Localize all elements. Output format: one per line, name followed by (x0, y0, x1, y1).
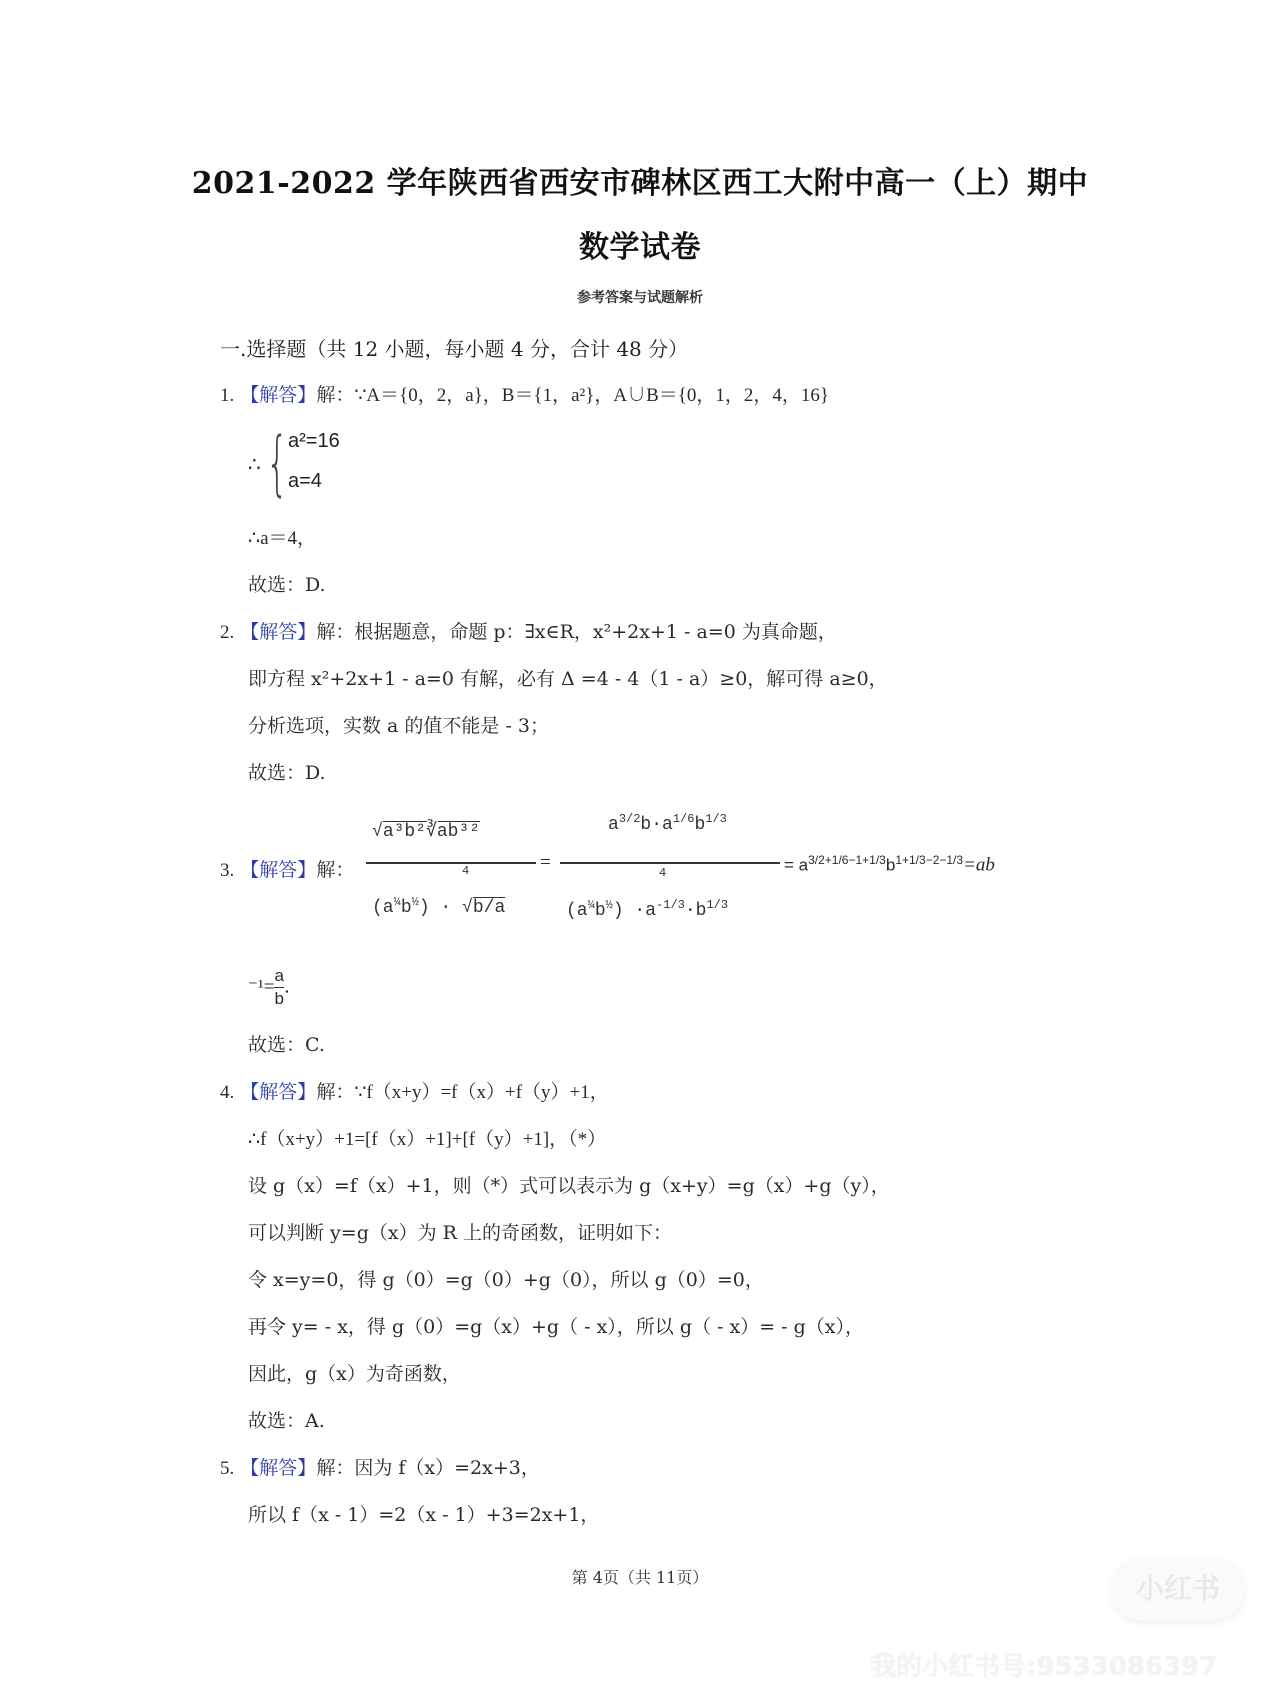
page-subtitle: 参考答案与试题解析 (577, 290, 703, 306)
q2-line-2: 即方程 x²+2x+1 - a=0 有解，必有 Δ =4 - 4（1 - a）≥0，解可得 a≥0， (248, 668, 888, 690)
q2-choice: 故选：D. (248, 762, 326, 784)
answer-tag: 【解答】 (240, 859, 317, 881)
question-number: 3. (220, 860, 235, 881)
q3-header (220, 855, 354, 882)
solve-prefix: 解： (316, 384, 355, 406)
q1-header (220, 380, 829, 407)
q1-line-1: ∵A＝{0，2，a}，B＝{1，a²}，A∪B＝{0，1，2，4，16} (354, 385, 829, 406)
therefore-symbol: ∴ (248, 452, 261, 476)
q2-line-1: 根据题意，命题 p：∃x∈R，x²+2x+1 - a=0 为真命题， (354, 621, 837, 643)
page-indicator: 第 4页（共 11页） (571, 1568, 709, 1587)
q4-line-5: 令 x=y=0，得 g（0）=g（0）+g（0），所以 g（0）=0， (248, 1269, 764, 1291)
answer-tag: 【解答】 (240, 1081, 317, 1103)
q1-choice: 故选：D. (248, 574, 326, 596)
q3-choice: 故选：C. (248, 1034, 325, 1056)
fraction-denominator: $(a^{\frac{1}{4}}b^{\frac{1}{2}}) \cdot √b/a$ (372, 895, 506, 918)
q2-header (220, 617, 837, 644)
fraction-bar (366, 862, 536, 864)
question-number: 2. (220, 622, 235, 643)
xiaohongshu-logo-watermark: 小红书 (1112, 1558, 1244, 1620)
page-title-line1: 2021-2022 学年陕西省西安市碑林区西工大附中高一（上）期中 (191, 166, 1089, 201)
solve-prefix: 解： (316, 1457, 355, 1479)
answer-tag: 【解答】 (240, 384, 317, 406)
q4-line-6: 再令 y= - x，得 g（0）=g（x）+g（ - x），所以 g（ - x）= - g（x）， (248, 1316, 865, 1338)
section-heading: 一.选择题（共 12 小题，每小题 4 分，合计 48 分） (220, 337, 689, 361)
q1-line-result: ∴a＝4， (248, 528, 317, 549)
exponent: 4 (659, 866, 667, 880)
solve-prefix: 解： (316, 1081, 355, 1103)
q4-choice: 故选：A. (248, 1410, 325, 1432)
equals-sign: = (540, 852, 551, 873)
q2-line-3: 分析选项，实数 a 的值不能是 - 3； (248, 715, 549, 737)
solve-prefix: 解： (316, 859, 355, 881)
question-number: 1. (220, 385, 235, 406)
q4-line-7: 因此，g（x）为奇函数， (248, 1363, 461, 1385)
exponent: 4 (462, 864, 470, 878)
left-brace: { (266, 422, 289, 504)
q3-exponent-result: = $a^{3/2+1/6-1+1/3}b^{1+1/3-2-1/3}=ab$ (784, 853, 995, 876)
answer-tag: 【解答】 (240, 621, 317, 643)
q3-line-result: ⁻¹= $\frac{a}{b}$ . (248, 966, 290, 1008)
fraction-denominator: $(a^{\frac{1}{4}}b^{\frac{1}{2}}) \cdot a^{-1/3}\cdot b^{1/3}$ (566, 898, 729, 921)
fraction-numerator: $a^{3/2}b\cdot a^{1/6}b^{1/3}$ (608, 812, 727, 835)
fraction-bar (560, 862, 780, 864)
q1-equation-1: a²=16 (288, 430, 340, 452)
q1-equation-2: a=4 (288, 470, 322, 492)
solve-prefix: 解： (316, 621, 355, 643)
q5-header (220, 1453, 540, 1480)
q4-header (220, 1077, 609, 1104)
question-number: 4. (220, 1082, 235, 1103)
question-number: 5. (220, 1458, 235, 1479)
q4-line-1: ∵f（x+y）=f（x）+f（y）+1， (354, 1082, 609, 1103)
account-id-watermark: 我的小红书号:9533086397 (870, 1652, 1218, 1682)
answer-tag: 【解答】 (240, 1457, 317, 1479)
q5-line-2: 所以 f（x - 1）=2（x - 1）+3=2x+1， (248, 1504, 600, 1526)
q4-line-3: 设 g（x）=f（x）+1，则（*）式可以表示为 g（x+y）=g（x）+g（y）， (248, 1175, 890, 1197)
q4-line-2: ∴f（x+y）+1=[f（x）+1]+[f（y）+1]，（*） (248, 1129, 607, 1150)
q5-line-1: 因为 f（x）=2x+3， (354, 1457, 540, 1479)
page-title-line2: 数学试卷 (579, 230, 701, 265)
fraction-numerator: √a³b²∛ab³² (372, 822, 481, 842)
q4-line-4: 可以判断 y=g（x）为 R 上的奇函数，证明如下： (248, 1222, 672, 1244)
